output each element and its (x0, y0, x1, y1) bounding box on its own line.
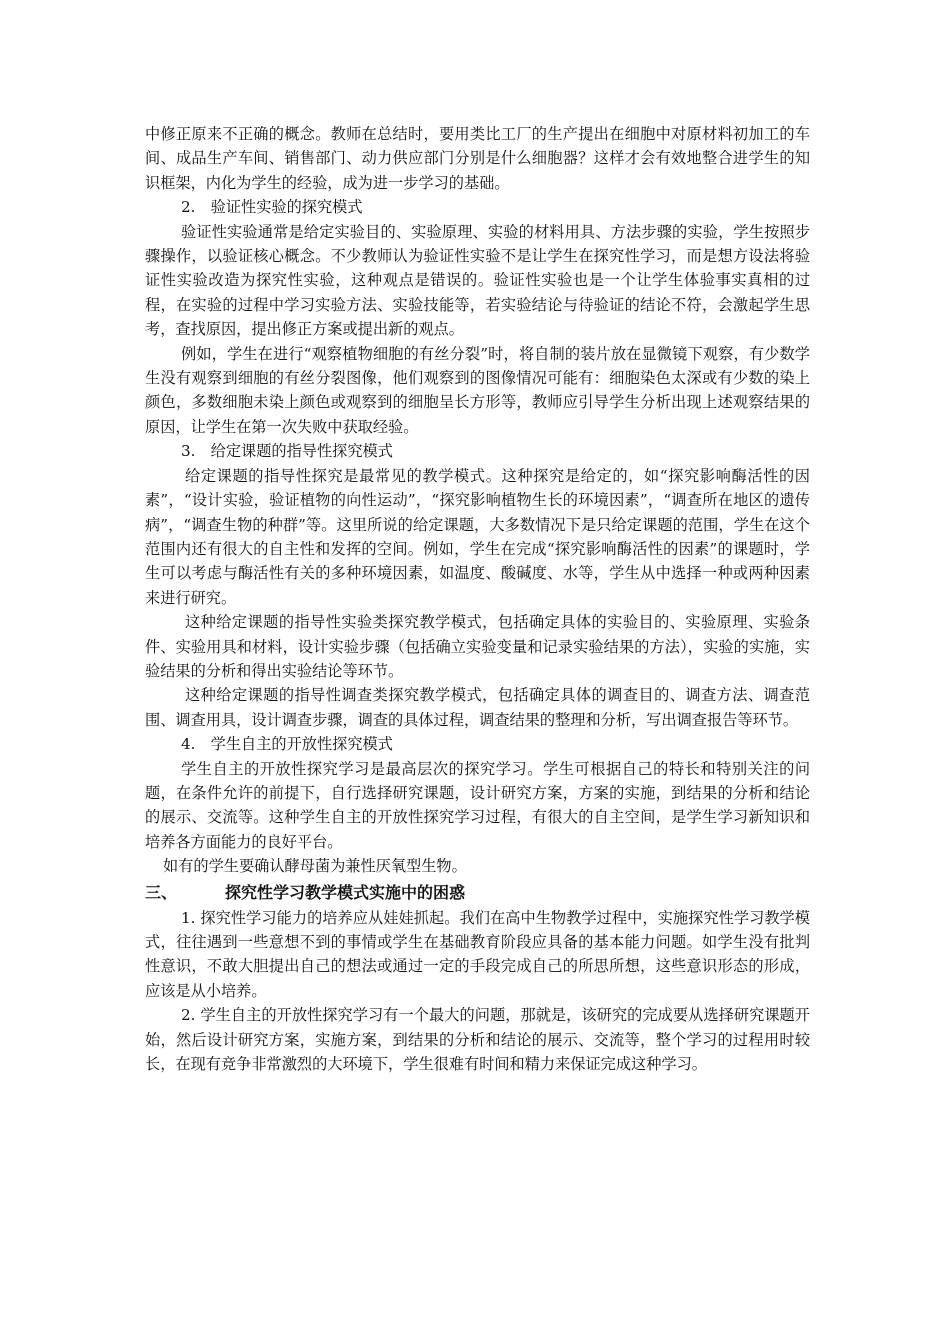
section-title: 探究性学习教学模式实施中的困惑 (225, 882, 466, 902)
paragraph: 这种给定课题的指导性实验类探究教学模式，包括确定具体的实验目的、实验原理、实验条件、实验用具和材料，设计实验步骤（包括确立实验变量和记录实验结果的方法），实验的实施，实验结果的分析和得出实验结论等环节。 (145, 613, 810, 680)
paragraph: 学生自主的开放性探究学习是最高层次的探究学习。学生可根据自己的特长和特别关注的问题，在条件允许的前提下，自行选择研究课题，设计研究方案，方案的实施，到结果的分析和结论的展示、交流等。这种学生自主的开放性探究学习过程，有很大的自主空间，是学生学习新知识和培养各方面能力的良好平台。 (145, 759, 810, 851)
paragraph: 1. 探究性学习能力的培养应从娃娃抓起。我们在高中生物教学过程中，实施探究性学习教学模式，往往遇到一些意想不到的事情或学生在基础教育阶段应具备的基本能力问题。如学生没有批判性意识，不敢大胆提出自己的想法或通过一定的手段完成自己的所思所想，这些意识形态的形成，应该是从小培养。 (145, 908, 810, 1000)
section-number: 三、 (145, 882, 178, 902)
paragraph: 验证性实验通常是给定实验目的、实验原理、实验的材料用具、方法步骤的实验，学生按照步骤操作，以验证核心概念。不少教师认为验证性实验不是让学生在探究性学习，而是想方设法将验证性实验改造为探究性实验，这种观点是错误的。验证性实验也是一个让学生体验事实真相的过程，在实验的过程中学习实验方法、实验技能等，若实验结论与待验证的结论不符，会激起学生思考，查找原因，提出修正方案或提出新的观点。 (145, 222, 810, 339)
subheading: 3. 给定课题的指导性探究模式 (181, 442, 393, 461)
paragraph: 2. 学生自主的开放性探究学习有一个最大的问题，那就是，该研究的完成要从选择研究课题开始，然后设计研究方案，实施方案，到结果的分析和结论的展示、交流等，整个学习的过程用时较长，在现有竞争非常激烈的大环境下，学生很难有时间和精力来保证完成这种学习。 (145, 1006, 810, 1074)
paragraph: 中修正原来不正确的概念。教师在总结时，要用类比工厂的生产提出在细胞中对原材料初加工的车间、成品生产车间、销售部门、动力供应部门分别是什么细胞器？这样才会有效地整合进学生的知识框架，内化为学生的经验，成为进一步学习的基础。 (145, 125, 810, 192)
paragraph: 给定课题的指导性探究是最常见的教学模式。这种探究是给定的，如“探究影响酶活性的因素”，“设计实验，验证植物的向性运动”，“探究影响植物生长的环境因素”，“调查所在地区的遗传病”，“调查生物的种群”等。这里所说的给定课题，大多数情况下是只给定课题的范围，学生在这个范围内还有很大的自主性和发挥的空间。例如，学生在完成“探究影响酶活性的因素”的课题时，学生可以考虑与酶活性有关的多种环境因素，如温度、酸碱度、水等，学生从中选择一种或两种因素来进行研究。 (145, 466, 810, 607)
subheading: 2. 验证性实验的探究模式 (181, 198, 363, 217)
section-heading (145, 879, 810, 906)
paragraph: 例如，学生在进行“观察植物细胞的有丝分裂”时，将自制的装片放在显微镜下观察，有少数学生没有观察到细胞的有丝分裂图像，他们观察到的图像情况可能有：细胞染色太深或有少数的染上颜色，多数细胞未染上颜色或观察到的细胞呈长方形等，教师应引导学生分析出现上述观察结果的原因，让学生在第一次失败中获取经验。 (145, 344, 810, 436)
document-body (145, 122, 810, 1076)
paragraph: 这种给定课题的指导性调查类探究教学模式，包括确定具体的调查目的、调查方法、调查范围、调查用具，设计调查步骤，调查的具体过程，调查结果的整理和分析，写出调查报告等环节。 (145, 686, 810, 729)
paragraph: 如有的学生要确认酵母菌为兼性厌氧型生物。 (163, 857, 467, 876)
subheading: 4. 学生自主的开放性探究模式 (181, 735, 393, 754)
